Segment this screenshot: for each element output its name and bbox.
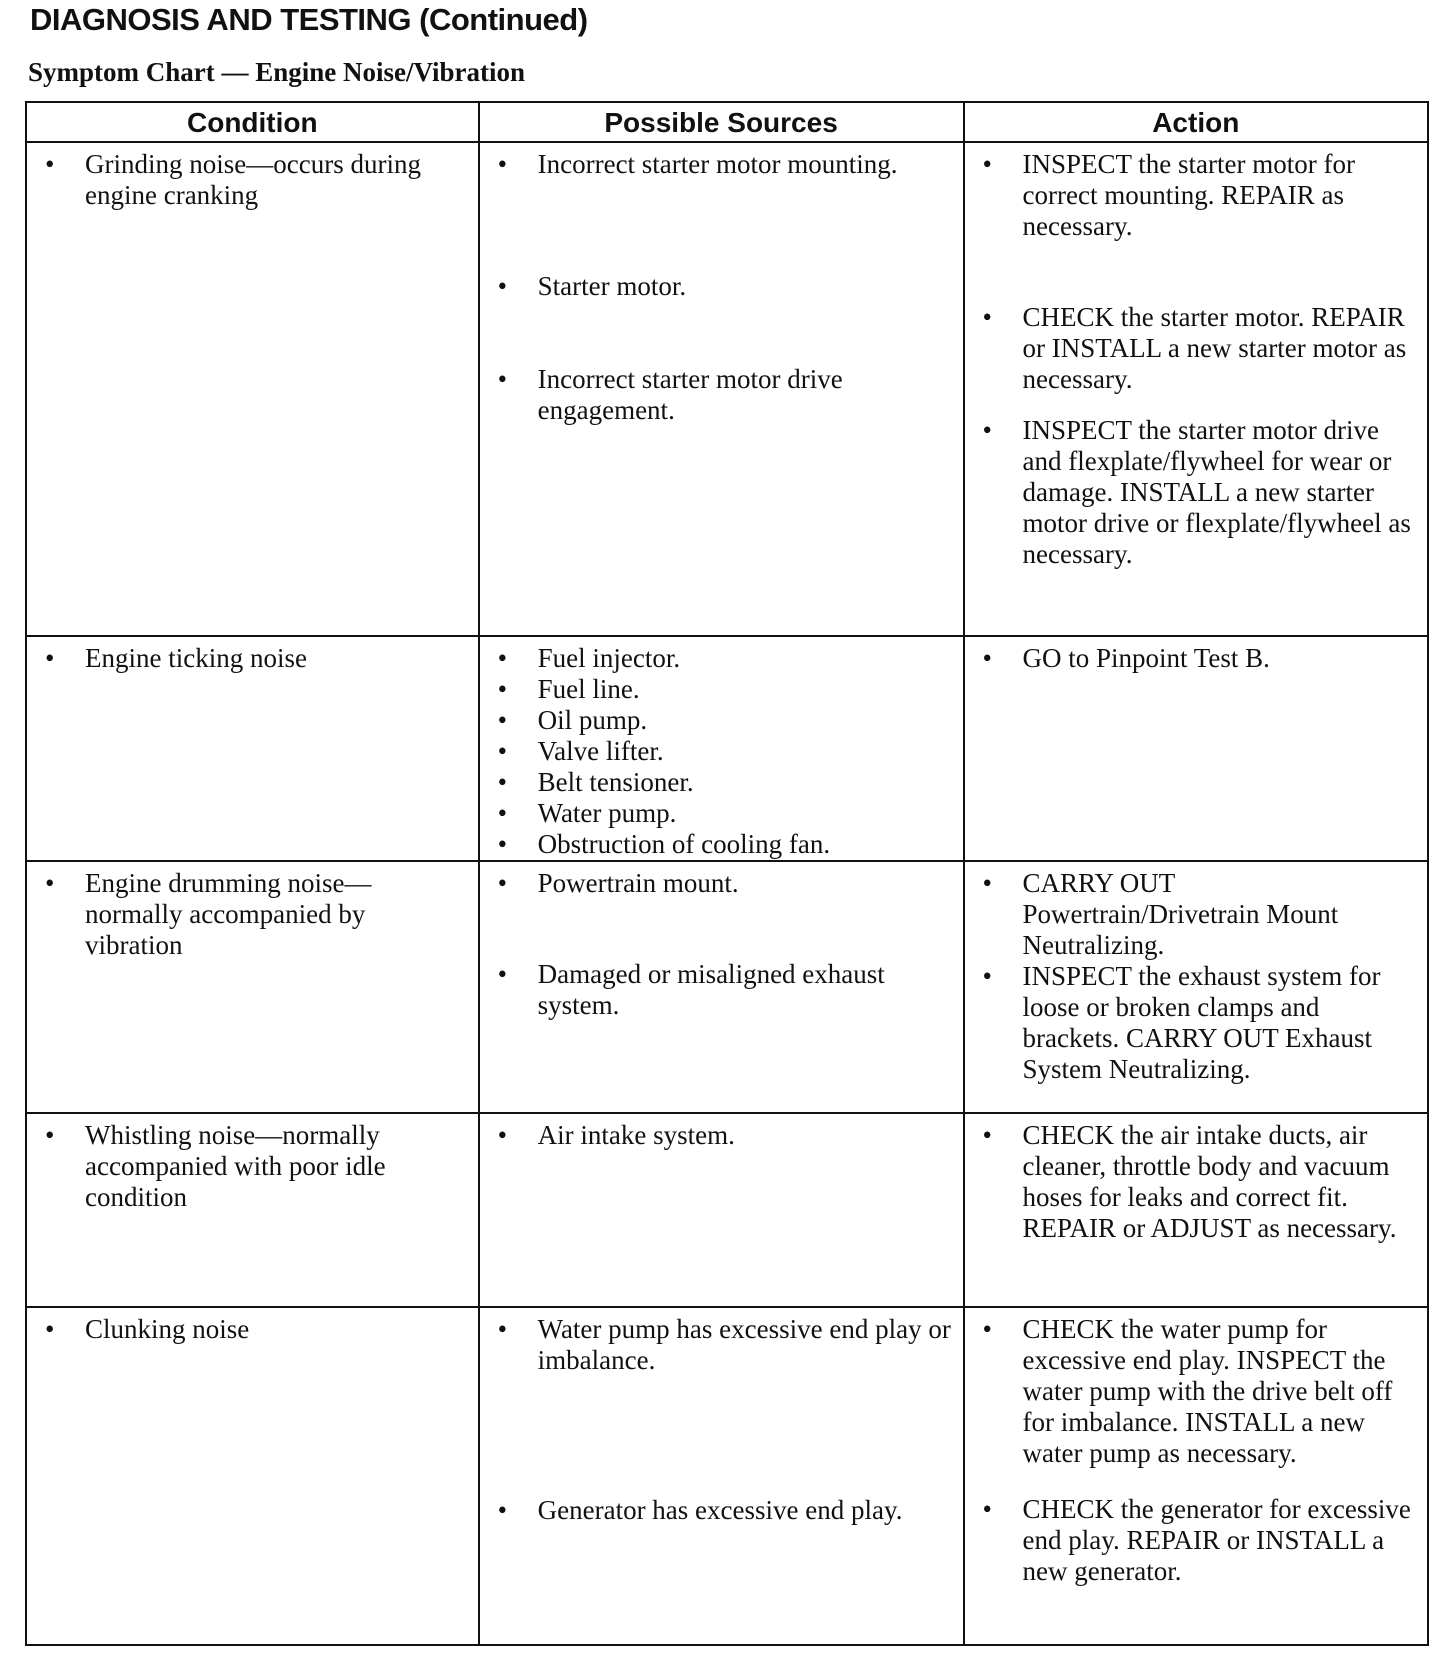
condition-text: Engine ticking noise — [85, 643, 307, 673]
source-text: Fuel line. — [537, 674, 640, 704]
sources-cell — [479, 142, 964, 636]
chart-title: Symptom Chart — Engine Noise/Vibration — [28, 57, 526, 87]
bullet: • — [497, 1120, 508, 1150]
bullet: • — [497, 1314, 508, 1344]
page-heading: DIAGNOSIS AND TESTING (Continued) — [30, 2, 588, 37]
list-item — [490, 364, 953, 426]
bullet: • — [497, 705, 508, 735]
action-cell — [964, 636, 1428, 861]
bullet: • — [982, 868, 992, 898]
bullet: • — [497, 959, 508, 989]
bullet: • — [982, 302, 992, 332]
bullet: • — [497, 736, 508, 766]
list-item — [975, 1120, 1417, 1244]
list-item — [37, 149, 468, 211]
bullet: • — [982, 1314, 992, 1344]
bullet: • — [45, 868, 55, 898]
table-row — [26, 1307, 1428, 1645]
list-item — [975, 961, 1417, 1085]
source-text: Oil pump. — [537, 705, 648, 735]
bullet: • — [45, 1314, 55, 1344]
action-text: CHECK the starter motor. REPAIR or INSTALL a new starter motor as necessary. — [1022, 302, 1407, 394]
table-row — [26, 1113, 1428, 1307]
condition-text: Whistling noise—normally accompanied with poor idle condition — [85, 1120, 386, 1212]
table-row — [26, 636, 1428, 861]
list-item — [975, 302, 1417, 395]
bullet: • — [982, 149, 992, 179]
list-item — [490, 767, 953, 798]
table-header-row — [26, 102, 1428, 142]
column-header-action: Action — [964, 102, 1428, 142]
source-text: Obstruction of cooling fan. — [537, 829, 831, 859]
sources-cell — [479, 1307, 964, 1645]
list-item — [975, 643, 1417, 674]
source-text: Starter motor. — [537, 271, 687, 301]
action-cell — [964, 142, 1428, 636]
list-item — [975, 1314, 1417, 1469]
source-text: Air intake system. — [537, 1120, 735, 1150]
condition-text: Clunking noise — [85, 1314, 250, 1344]
bullet: • — [982, 1494, 992, 1524]
bullet: • — [497, 643, 508, 673]
column-header-condition: Condition — [26, 102, 479, 142]
table-row — [26, 142, 1428, 636]
action-text: INSPECT the starter motor for correct mounting. REPAIR as necessary. — [1022, 149, 1355, 241]
condition-cell — [26, 861, 479, 1113]
list-item — [975, 149, 1417, 242]
list-item — [490, 705, 953, 736]
action-text: GO to Pinpoint Test B. — [1022, 643, 1270, 673]
condition-text: Engine drumming noise—normally accompanied by vibration — [85, 868, 372, 960]
bullet: • — [982, 961, 992, 991]
source-text: Water pump. — [537, 798, 677, 828]
list-item — [490, 959, 953, 1021]
list-item — [37, 643, 468, 674]
list-item — [490, 829, 953, 860]
list-item — [490, 736, 953, 767]
list-item — [37, 1120, 468, 1213]
bullet: • — [45, 643, 55, 673]
column-header-possible-sources: Possible Sources — [479, 102, 964, 142]
list-item — [37, 868, 468, 961]
bullet: • — [497, 149, 508, 179]
list-item — [975, 415, 1417, 570]
bullet: • — [45, 149, 55, 179]
list-item — [490, 674, 953, 705]
condition-cell — [26, 636, 479, 861]
source-text: Generator has excessive end play. — [537, 1495, 903, 1525]
list-item — [490, 1495, 953, 1526]
sources-cell — [479, 636, 964, 861]
list-item — [490, 868, 953, 899]
list-item — [490, 1120, 953, 1151]
bullet: • — [982, 643, 992, 673]
list-item — [490, 1314, 953, 1376]
list-item — [490, 643, 953, 674]
action-text: CHECK the air intake ducts, air cleaner, throttle body and vacuum hoses for leaks and correct fit. REPAIR or ADJUST as necessary. — [1022, 1120, 1397, 1243]
action-text: CARRY OUT Powertrain/Drivetrain Mount Neutralizing. — [1022, 868, 1339, 960]
table-row — [26, 861, 1428, 1113]
list-item — [975, 868, 1417, 961]
bullet: • — [982, 1120, 992, 1150]
source-text: Water pump has excessive end play or imbalance. — [537, 1314, 951, 1375]
action-text: INSPECT the starter motor drive and flexplate/flywheel for wear or damage. INSTALL a new starter motor drive or flexplate/flywheel as necessary. — [1022, 415, 1411, 569]
condition-text: Grinding noise—occurs during engine cranking — [85, 149, 421, 210]
symptom-table — [25, 101, 1429, 1646]
action-text: CHECK the generator for excessive end play. REPAIR or INSTALL a new generator. — [1022, 1494, 1411, 1586]
condition-cell — [26, 1113, 479, 1307]
action-text: INSPECT the exhaust system for loose or broken clamps and brackets. CARRY OUT Exhaust System Neutralizing. — [1022, 961, 1381, 1084]
bullet: • — [497, 868, 508, 898]
condition-cell — [26, 142, 479, 636]
action-text: CHECK the water pump for excessive end play. INSPECT the water pump with the drive belt off for imbalance. INSTALL a new water pump as necessary. — [1022, 1314, 1393, 1468]
action-cell — [964, 1113, 1428, 1307]
list-item — [490, 149, 953, 180]
bullet: • — [497, 798, 508, 828]
bullet: • — [497, 271, 508, 301]
source-text: Belt tensioner. — [537, 767, 694, 797]
source-text: Incorrect starter motor mounting. — [537, 149, 898, 179]
list-item — [975, 1494, 1417, 1587]
source-text: Fuel injector. — [537, 643, 681, 673]
bullet: • — [497, 829, 508, 859]
list-item — [490, 798, 953, 829]
source-text: Powertrain mount. — [537, 868, 739, 898]
source-text: Damaged or misaligned exhaust system. — [537, 959, 885, 1020]
sources-cell — [479, 1113, 964, 1307]
bullet: • — [497, 674, 508, 704]
bullet: • — [45, 1120, 55, 1150]
bullet: • — [497, 364, 508, 394]
action-cell — [964, 861, 1428, 1113]
condition-cell — [26, 1307, 479, 1645]
action-cell — [964, 1307, 1428, 1645]
sources-cell — [479, 861, 964, 1113]
source-text: Incorrect starter motor drive engagement. — [537, 364, 843, 425]
bullet: • — [497, 767, 508, 797]
bullet: • — [497, 1495, 508, 1525]
bullet: • — [982, 415, 992, 445]
list-item — [490, 271, 953, 302]
list-item — [37, 1314, 468, 1345]
source-text: Valve lifter. — [537, 736, 664, 766]
